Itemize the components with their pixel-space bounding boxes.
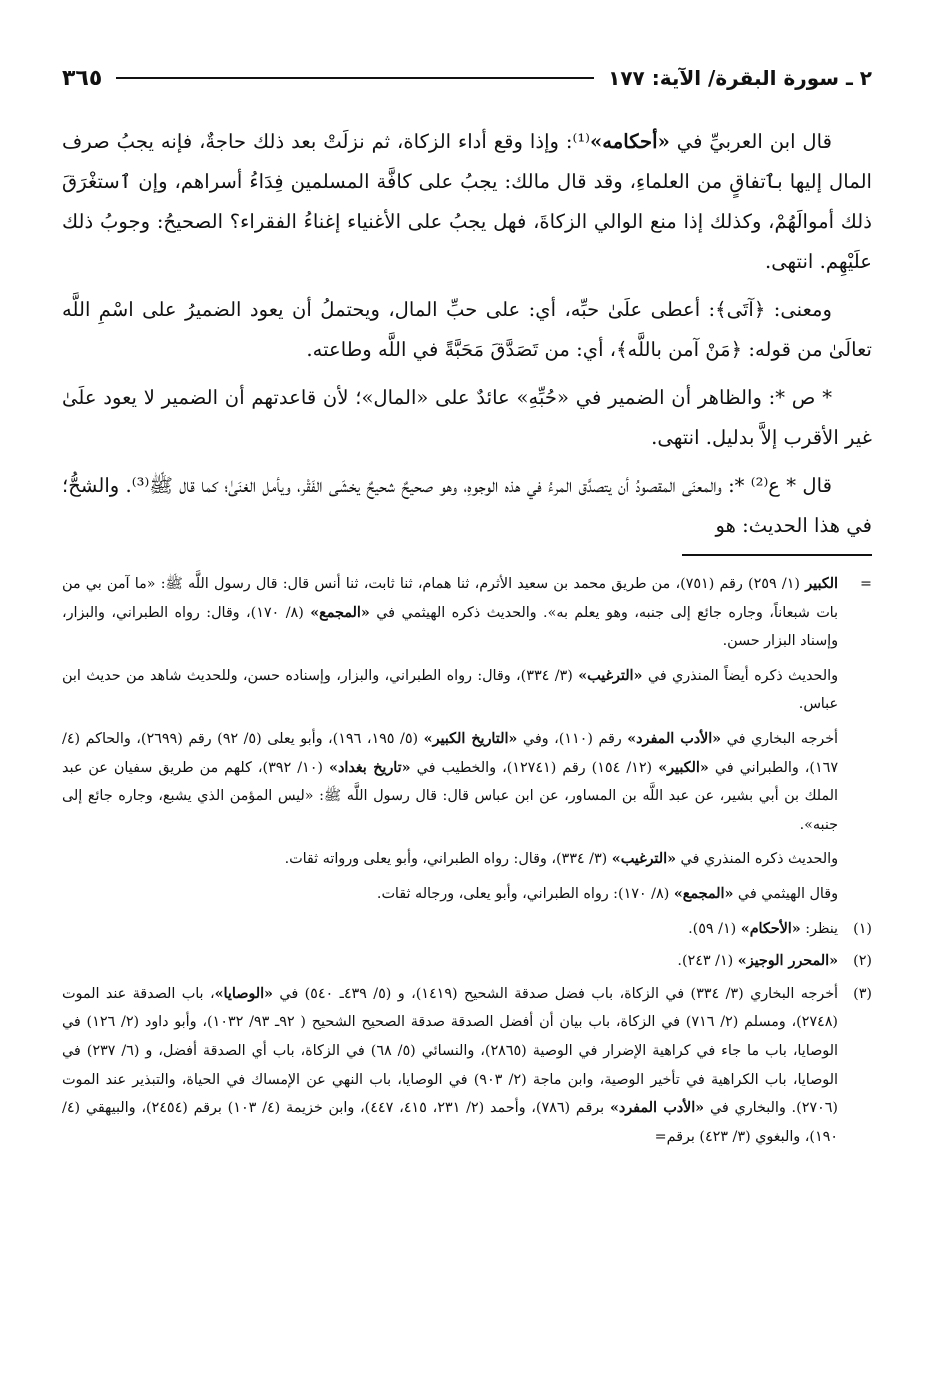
book-title: «الأحكام» (740, 920, 801, 937)
surah-reference: ٢ ـ سورة البقرة/ الآية: ١٧٧ (608, 66, 872, 90)
text-segment: أخرجه البخاري في (721, 730, 839, 747)
book-title: «الوصايا» (214, 985, 273, 1002)
text-segment: (١/ ٢٤٣). (677, 953, 738, 970)
paragraph-sad: * ص *: والظاهر أن الضمير في «حُبِّهِ» عائدٌ على «المال»؛ لأن قاعدتهم أن الضمير لا يعود علَىٰ غير الأقرب إلاَّ بدليل. انتهى. (62, 386, 872, 449)
text-segment: (٣/ ٣٣٤)، وقال: رواه الطبراني، والبزار، وإسناده حسن، وللحديث شاهد من حديث ابن عباس. (62, 667, 838, 713)
footnote-continuation (62, 570, 872, 656)
text-segment: أخرجه البخاري (٣/ ٣٣٤) في الزكاة، باب فضل صدقة الشحيح (١٤١٩)، و (٥/ ٤٣٩ـ ٥٤٠) في (273, 985, 838, 1002)
footnote-number: (٢) (853, 953, 872, 970)
book-title: الكبير (805, 576, 838, 592)
text-segment: (١٠/ ٣٩٢)، كلهم من طريق سفيان عن عبد الملك بن أبي بشير، عن عبد اللَّه بن المساور، عن ابن عباس قال: قال رسول اللَّه ﷺ: «ليس المؤمن الذي يشبع، وجاره جائع إلى جنبه». (62, 759, 838, 833)
footnotes (62, 570, 872, 1151)
header-rule (116, 77, 594, 79)
text-segment: رقم (١١٠)، وفي (517, 730, 628, 747)
footnote-1 (62, 915, 872, 944)
footnote-paragraph (62, 725, 872, 839)
footnote-paragraph (62, 662, 872, 719)
text-segment: ⁽¹⁾: وإذا وقع أداء الزكاة، ثم نزلَتْ بعد ذلك حاجةٌ، فإنه يجبُ صرف المال إليها بٱتفاقٍ من العلماءِ، وقد قال مالك: يجبُ على كافَّة المسلمين فِدَاءُ أسراهم، وإن ٱستغْرَقَ ذلك أموالَهُمْ، وكذلك إذا منع الوالي الزكاةَ، فهل يجبُ على الأغنياء إغناءُ الفقراء؟ الصحيحُ: وجوبُ ذلك علَيْهِم. انتهى. (62, 130, 872, 273)
text-segment: (٨/ ١٧٠)، وقال: رواه الطبراني، والبزار، وإسناد البزار حسن. (62, 604, 838, 650)
book-title: «المجمع» (673, 885, 734, 902)
page-number: ٣٦٥ (62, 65, 103, 91)
paragraph-ibn-alarabi (62, 122, 872, 282)
footnote-number: (١) (853, 920, 872, 937)
book-title: «الترغيب» (611, 851, 677, 868)
text-segment: (٥/ ١٩٥، ١٩٦)، وأبو يعلى (٥/ ٩٢) رقم (٢٦٩٩)، والحاكم (٤/ ١٦٧)، والطبراني في (62, 730, 839, 776)
book-title: «المجمع» (310, 604, 370, 621)
text-segment: (١/ ٢٥٩) رقم (٧٥١)، من طريق محمد بن سعيد الأثرم، ثنا همام، ثنا ثابت، ثنا أنس قال: قال رسول اللَّه ﷺ: «ما آمن بي من بات شبعاناً، وجاره جائع إلى جنبه، وهو يعلم به». والحديث ذكره الهيثمي في (62, 576, 839, 621)
text-segment: ينظر: (800, 920, 838, 937)
text-segment: (١٢/ ١٥٤) رقم (١٢٧٤١)، والخطيب في (410, 759, 659, 776)
footnote-3 (62, 980, 872, 1152)
footnote-text (62, 915, 838, 944)
footnote-paragraph (62, 880, 872, 909)
footnote-paragraph (62, 845, 872, 874)
main-text (62, 122, 872, 546)
book-title: «الكبير» (658, 759, 709, 776)
paragraph-ayn: قال * ع⁽²⁾ *: والمعنَى المقصودُ أن يتصدَّق المرءُ في هذه الوجوهِ، وهو صحيحٌ شحيحٌ يخشَى الفَقْر، ويأمل الغنَىٰ؛ كما قال ﷺ⁽³⁾. والشحُّ؛ في هذا الحديث: هو (62, 474, 872, 537)
text-segment: برقم (٧٨٦)، وأحمد (٢/ ٢٣١، ٤١٥، ٤٤٧)، وابن خزيمة (٤/ ١٠٣) برقم (٢٤٥٤)، والبيهقي (٤/ ١٩٠)، والبغوي (٣/ ٤٢٣) برقم= (62, 1100, 838, 1145)
footnote-text (62, 980, 838, 1152)
footnote-separator (682, 554, 872, 556)
footnote-2 (62, 947, 872, 976)
continuation-mark: = (860, 576, 872, 592)
text-segment: ، باب الصدقة عند الموت (٢٧٤٨)، ومسلم (٢/ ٧١٦) في الزكاة، باب بيان أن أفضل الصدقة صدقة الصحيح الشحيح ( ٩٢ـ ٩٣/ ١٠٣٢)، وأبو داود (٢/ ١٢٦) في الوصايا، باب ما جاء في كراهية الإضرار في الوصية (٢٨٦٥)، والنسائي (٥/ ٦٨) في الزكاة، باب أي الصدقة أفضل، و (٦/ ٢٣٧) في الوصايا، باب الكراهية في تأخير الوصية، وابن ماجة (٢/ ٩٠٣) في الوصايا، باب النهي عن الإمساك في الحياة، والتبذير عند الموت (٢٧٠٦). والبخاري في (62, 985, 838, 1117)
book-title: «الترغيب» (578, 667, 643, 684)
book-title: «المحرر الوجيز» (737, 953, 838, 970)
text-segment: قال ابن العربيِّ في (669, 130, 832, 153)
book-title: «الأدب المفرد» (627, 730, 722, 747)
book-title: «التاريخ الكبير» (423, 730, 518, 747)
text-segment: والحديث ذكره المنذري في (676, 851, 838, 868)
text-segment: وقال الهيثمي في (733, 885, 838, 902)
book-title: «تاريخ بغداد» (329, 759, 411, 776)
book-title: «الأدب المفرد» (609, 1100, 705, 1117)
footnote-number: (٣) (853, 985, 872, 1002)
text-segment: والحديث ذكره أيضاً المنذري في (642, 667, 839, 684)
page-header (62, 60, 872, 96)
book-page (62, 60, 872, 1360)
book-title: «أحكامه» (589, 130, 670, 153)
text-segment: (١/ ٥٩). (688, 920, 741, 937)
text-segment: (٨/ ١٧٠): رواه الطبراني، وأبو يعلى، ورجاله ثقات. (376, 885, 674, 902)
paragraph-meaning: ومعنى: ﴿آتَى﴾: أعطى علَىٰ حبِّه، أي: على حبِّ المال، ويحتملُ أن يعود الضميرُ على اسْمِ اللَّه تعالَىٰ من قوله: ﴿مَنْ آمن باللَّه﴾، أي: من تَصَدَّقَ مَحَبَّةً في اللَّه وطاعته. (62, 298, 872, 361)
text-segment: (٣/ ٣٣٤)، وقال: رواه الطبراني، وأبو يعلى ورواته ثقات. (284, 851, 612, 868)
footnote-text (62, 947, 838, 976)
